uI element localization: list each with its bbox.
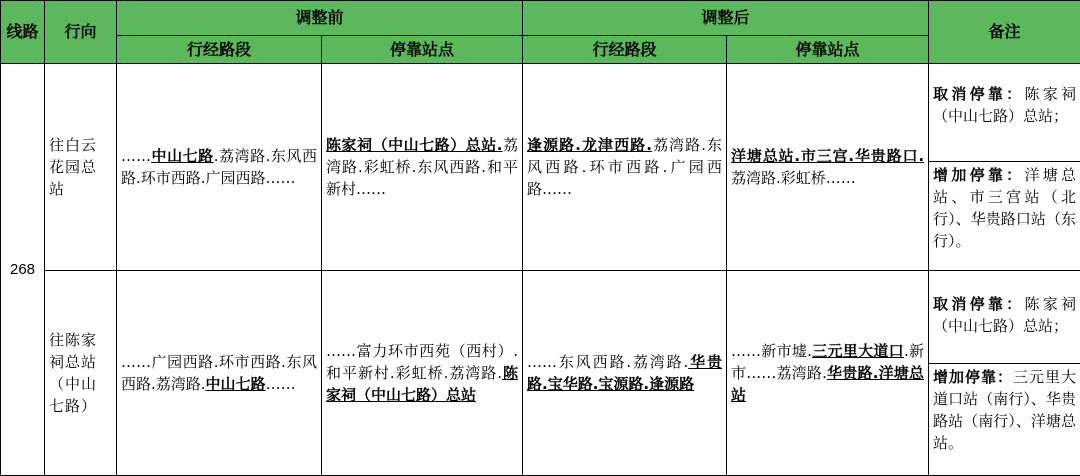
text-segment: 荔湾路.彩虹桥.东风西路.和平新村…… — [326, 136, 518, 198]
remark-label: 增加停靠： — [933, 166, 1024, 184]
text-segment: 荔湾路.东风西路.环市西路.广园西路…… — [527, 136, 722, 198]
text-segment: ……广园西路.环市西路.东风西路.荔湾路. — [121, 353, 317, 393]
header-after-route: 行经路段 — [523, 36, 727, 64]
text-segment: .新市……荔湾路. — [731, 342, 924, 382]
remark-text: 陈家祠（中山七路）总站； — [933, 85, 1076, 125]
underlined-segment: 三元里大道口 — [812, 342, 904, 360]
direction-cell: 往白云花园总站 — [45, 64, 117, 271]
header-line: 线路 — [1, 1, 45, 64]
header-after-stops: 停靠站点 — [727, 36, 929, 64]
text-segment: …… — [266, 375, 296, 393]
remark-cell — [929, 271, 1080, 476]
remark-add — [929, 162, 1080, 254]
header-before-stops: 停靠站点 — [322, 36, 523, 64]
underlined-segment: 陈家祠（中山七路）总站. — [326, 136, 502, 154]
line-number: 268 — [1, 64, 45, 476]
remark-label: 增加停靠： — [933, 368, 1013, 386]
after-route-cell — [523, 64, 727, 271]
underlined-segment: 逢源路.龙津西路. — [527, 136, 652, 154]
direction-cell: 往陈家祠总站（中山七路） — [45, 271, 117, 476]
text-segment: 荔湾路.彩虹桥…… — [731, 169, 856, 187]
text-segment: ……富力环市西苑（西村）.和平新村.彩虹桥.荔湾路. — [326, 342, 518, 382]
remark-text: 洋塘总站、市三宫站（北行）、华贵路口站（东行）。 — [933, 166, 1076, 250]
before-stops-cell — [322, 64, 523, 271]
underlined-segment: 中山七路 — [151, 147, 214, 165]
after-route-cell — [523, 271, 727, 476]
text-segment: ……东风西路.荔湾路. — [527, 353, 688, 371]
header-before: 调整前 — [117, 1, 523, 36]
after-stops-cell — [727, 271, 929, 476]
remark-text: 陈家祠（中山七路）总站； — [933, 295, 1076, 335]
underlined-segment: 洋塘总站.市三宫.华贵路口. — [731, 147, 924, 165]
header-remark: 备注 — [929, 1, 1080, 64]
remark-label: 取消停靠： — [933, 85, 1024, 103]
underlined-segment: 中山七路 — [206, 375, 266, 393]
header-after: 调整后 — [523, 1, 929, 36]
before-route-cell — [117, 64, 322, 271]
table-row — [1, 64, 1080, 271]
remark-add — [929, 364, 1080, 456]
header-before-route: 行经路段 — [117, 36, 322, 64]
before-route-cell — [117, 271, 322, 476]
table-row — [1, 271, 1080, 476]
underlined-segment: 华贵路.洋塘总站 — [731, 364, 924, 404]
text-segment: ……新市墟. — [731, 342, 812, 360]
after-stops-cell — [727, 64, 929, 271]
text-segment: .荔湾路.东风西路.环市西路.广园西路…… — [121, 147, 317, 187]
text-segment: …… — [121, 147, 151, 165]
remark-label: 取消停靠： — [933, 295, 1024, 313]
remark-cancel — [929, 291, 1080, 364]
remark-cancel — [929, 81, 1080, 162]
remark-cell — [929, 64, 1080, 271]
header-direction: 行向 — [45, 1, 117, 64]
before-stops-cell — [322, 271, 523, 476]
remark-text: 三元里大道口站（南行）、华贵路站（南行）、洋塘总站。 — [933, 368, 1076, 452]
underlined-segment: 陈家祠（中山七路）总站 — [326, 364, 518, 404]
underlined-segment: 华贵路.宝华路.宝源路.逢源路 — [527, 353, 722, 393]
